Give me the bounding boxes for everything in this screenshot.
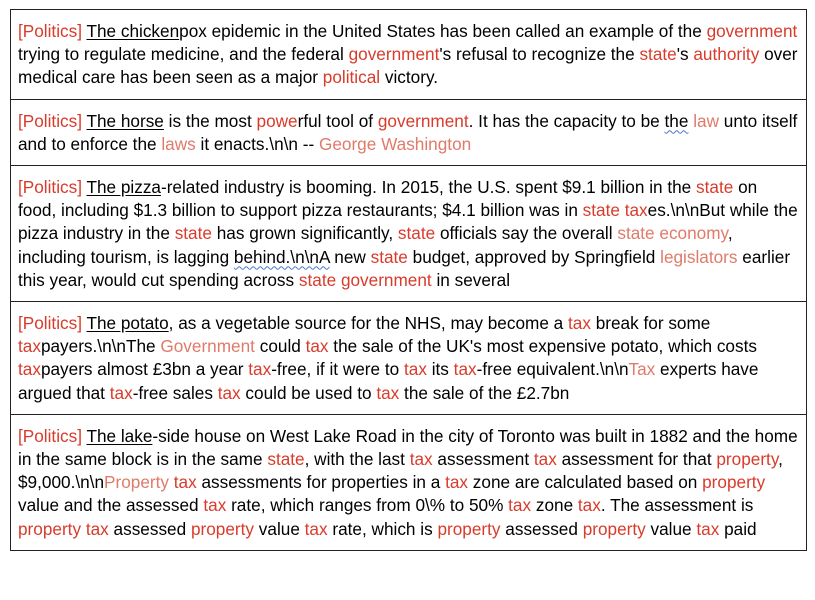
text-segment: experts have argued that (18, 359, 759, 403)
text-segment: could be used to (240, 382, 377, 403)
text-segment: its (426, 359, 454, 380)
text-segment: trying to regulate medicine, and the federal (18, 44, 349, 65)
highlighted-word-strong: tax (18, 336, 41, 357)
highlighted-word-strong: political (322, 67, 381, 88)
spellcheck-underlined-word: behind.\n\nA (233, 246, 330, 267)
text-segment: break for some (590, 313, 711, 334)
highlighted-word-strong: tax (453, 359, 477, 380)
text-segment: -related industry is booming. In 2015, the U.S. spent $9.1 billion in the (160, 177, 697, 198)
highlighted-word-strong: government (340, 269, 432, 290)
text-segment: could (254, 336, 306, 357)
text-segment: zone (531, 495, 578, 516)
text-segment: has grown significantly, (211, 223, 398, 244)
sample-row (11, 10, 807, 100)
highlighted-word-strong: state (370, 246, 408, 267)
highlighted-word-strong: tax (173, 472, 197, 493)
highlighted-word-strong: tax (533, 449, 557, 470)
highlighted-word-strong: tax (304, 518, 328, 539)
highlighted-word-strong: tax (409, 449, 433, 470)
samples-table (10, 9, 807, 551)
text-segment: the sale of the UK's most expensive potato, which costs (328, 336, 757, 357)
prompt-prefix: The pizza (86, 177, 161, 198)
prompt-prefix: The horse (86, 110, 164, 131)
highlighted-word-strong: tax (508, 495, 532, 516)
text-segment: victory. (380, 67, 439, 88)
prompt-prefix: The lake (86, 425, 153, 446)
spellcheck-underlined-word: the (664, 110, 689, 131)
text-segment: on food, including $1.3 billion to support pizza restaurants; $4.1 billion was in (18, 177, 758, 221)
text-segment: value and the assessed (18, 495, 204, 516)
highlighted-word-strong: tax (248, 359, 272, 380)
text-segment: payers almost £3bn a year (40, 359, 249, 380)
highlighted-word-strong: powe (256, 110, 298, 131)
highlighted-word-light: Tax (628, 359, 656, 380)
highlighted-word-strong: state (582, 200, 620, 221)
highlighted-word-light: Property (104, 472, 169, 493)
text-segment: , $9,000.\n\n (18, 449, 783, 493)
text-segment: , as a vegetable source for the NHS, may become a (168, 313, 568, 334)
text-segment: it enacts.\n\n -- (195, 133, 319, 154)
highlighted-word-strong: government (377, 110, 469, 131)
text-segment: officials say the overall (435, 223, 618, 244)
text-segment: new (329, 246, 371, 267)
highlighted-word-strong: tax (403, 359, 427, 380)
sample-row (11, 99, 807, 165)
sample-cell (11, 10, 807, 100)
highlighted-word-strong: tax (376, 382, 400, 403)
text-segment: unto itself and to enforce the (18, 110, 798, 154)
sample-cell (11, 99, 807, 165)
topic-tag: [Politics] (18, 177, 82, 198)
text-segment: 's (676, 44, 694, 65)
samples-table-body (11, 10, 807, 551)
text-segment: , with the last (304, 449, 410, 470)
highlighted-word-strong: state (174, 223, 212, 244)
text-segment: -free, if it were to (271, 359, 404, 380)
topic-tag: [Politics] (18, 313, 82, 334)
highlighted-word-strong: tax (577, 495, 601, 516)
text-segment: zone are calculated based on (468, 472, 703, 493)
highlighted-word-strong: tax (109, 382, 133, 403)
text-segment: rate, which ranges from 0\% to 50% (226, 495, 509, 516)
text-segment: rate, which is (327, 518, 438, 539)
highlighted-word-strong: property (18, 518, 82, 539)
highlighted-word-strong: state (298, 269, 337, 290)
text-segment: paid (719, 518, 757, 539)
sample-cell (11, 414, 807, 550)
text-segment: . It has the capacity to be (468, 110, 665, 131)
highlighted-word-light: legislators (660, 246, 738, 267)
text-segment: is the most (163, 110, 257, 131)
highlighted-word-strong: state (639, 44, 677, 65)
text-segment: over medical care has been seen as a major (18, 44, 798, 88)
highlighted-word-light: Government (160, 336, 255, 357)
text-segment: value (254, 518, 305, 539)
text-segment: assessed (108, 518, 191, 539)
highlighted-word-light: state economy (617, 223, 728, 244)
text-segment: assessed (500, 518, 583, 539)
highlighted-word-light: law (693, 110, 719, 131)
text-segment: assessment (432, 449, 534, 470)
text-segment: the sale of the £2.7bn (399, 382, 570, 403)
highlighted-word-strong: tax (203, 495, 227, 516)
sample-cell (11, 166, 807, 302)
topic-tag: [Politics] (18, 425, 82, 446)
text-segment: budget, approved by Springfield (407, 246, 661, 267)
text-segment: rful tool of (297, 110, 378, 131)
prompt-prefix: The chicken (86, 21, 180, 41)
highlighted-word-strong: tax (568, 313, 591, 334)
text-segment: assessment for that (556, 449, 717, 470)
text-segment: es.\n\nBut while the pizza industry in the (18, 200, 798, 244)
text-segment: earlier this year, would cut spending across (18, 246, 791, 290)
highlighted-word-strong: tax (18, 359, 41, 380)
text-segment: . The assessment is (600, 495, 754, 516)
text-segment: in several (431, 269, 511, 290)
highlighted-word-strong: tax (445, 472, 469, 493)
highlighted-word-strong: state (696, 177, 734, 198)
prompt-prefix: The potato (86, 313, 169, 334)
text-segment: -free sales (132, 382, 218, 403)
highlighted-word-strong: property (582, 518, 646, 539)
text-segment: -side house on West Lake Road in the city of Toronto was built in 1882 and the home in the same block is in the same (18, 425, 798, 470)
highlighted-word-strong: property (437, 518, 501, 539)
sample-cell (11, 302, 807, 415)
highlighted-word-strong: tax (624, 200, 648, 221)
highlighted-word-strong: state (267, 449, 305, 470)
highlighted-word-strong: government (348, 44, 440, 65)
highlighted-word-strong: authority (693, 44, 760, 65)
text-segment: pox epidemic in the United States has been called an example of the (179, 21, 707, 41)
sample-row (11, 166, 807, 302)
sample-row (11, 302, 807, 415)
highlighted-word-strong: tax (696, 518, 720, 539)
highlighted-word-strong: government (706, 21, 798, 41)
highlighted-word-strong: tax (85, 518, 109, 539)
generated-samples-document (10, 9, 807, 551)
topic-tag: [Politics] (18, 21, 82, 41)
topic-tag: [Politics] (18, 110, 82, 131)
highlighted-word-strong: tax (305, 336, 329, 357)
text-segment: -free equivalent.\n\n (476, 359, 629, 380)
text-segment: value (645, 518, 697, 539)
text-segment: payers.\n\nThe (40, 336, 161, 357)
sample-row (11, 414, 807, 550)
highlighted-word-strong: state (397, 223, 436, 244)
highlighted-word-strong: property (716, 449, 779, 470)
text-segment: 's refusal to recognize the (439, 44, 640, 65)
text-segment: assessments for properties in a (196, 472, 446, 493)
highlighted-word-strong: property (190, 518, 255, 539)
highlighted-word-light: laws (161, 133, 196, 154)
highlighted-word-light: George Washington (318, 133, 472, 154)
highlighted-word-strong: tax (217, 382, 241, 403)
text-segment: , including tourism, is lagging (18, 223, 733, 267)
highlighted-word-strong: property (702, 472, 766, 493)
